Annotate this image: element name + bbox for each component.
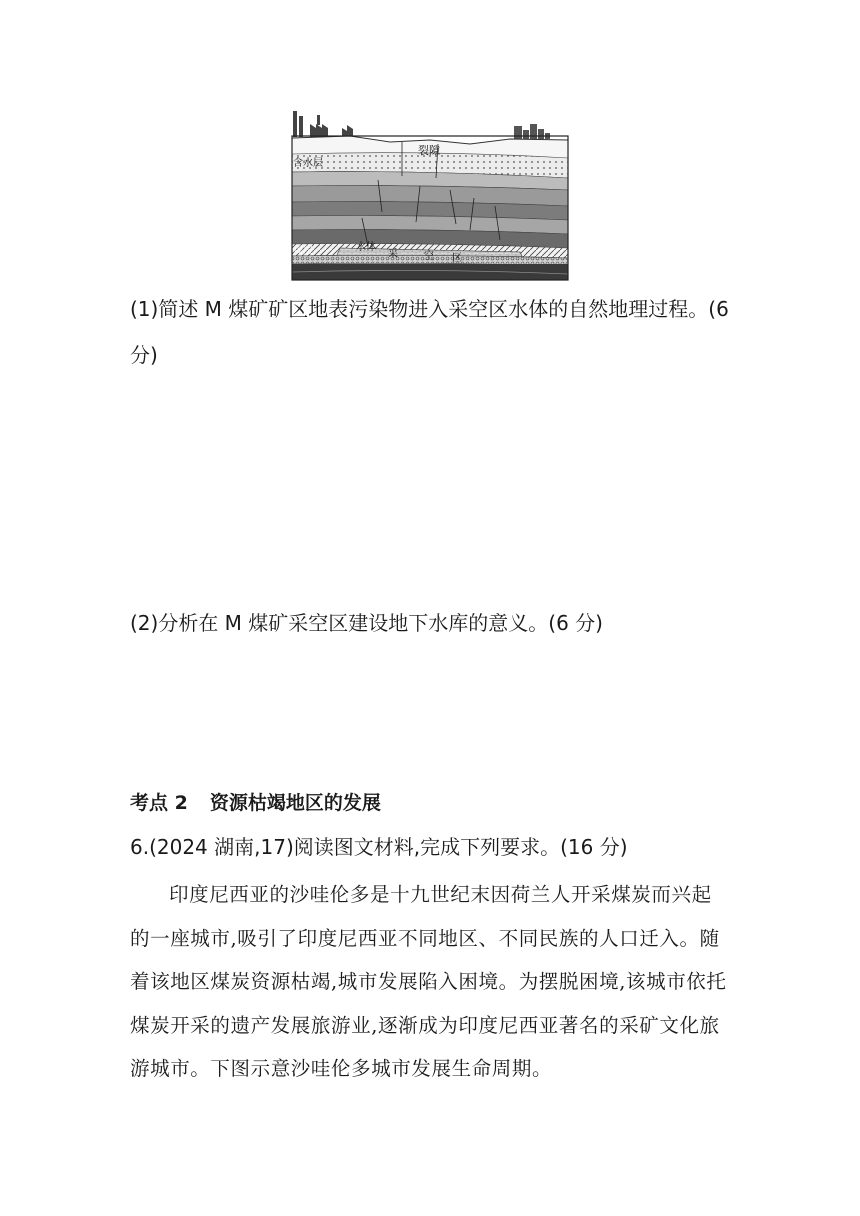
label-aquifer: 含水层 — [293, 158, 323, 169]
section-number: 考点 2 — [130, 792, 188, 814]
mine-cross-section-figure — [290, 106, 570, 282]
label-goaf-2: 空 — [424, 251, 434, 262]
label-goaf-1: 采 — [388, 249, 398, 260]
question-6-header: 6.(2024 湖南,17)阅读图文材料,完成下列要求。(16 分) — [130, 835, 628, 859]
question-6-material: 印度尼西亚的沙哇伦多是十九世纪末因荷兰人开采煤炭而兴起的一座城市,吸引了印度尼西亚不同地区、不同民族的人口迁入。随着该地区煤炭资源枯竭,城市发展陷入困境。为摆脱困境,该城市依托煤炭开采的遗产发展旅游业,逐渐成为印度尼西亚著名的采矿文化旅游城市。下图示意沙哇伦多城市发展生命周期。 — [130, 883, 727, 1080]
question-1: (1)简述 M 煤矿矿区地表污染物进入采空区水体的自然地理过程。(6 分) — [130, 297, 729, 367]
factory-icon — [293, 111, 353, 137]
label-crack: 裂隙 — [418, 144, 440, 157]
section-title: 资源枯竭地区的发展 — [209, 792, 381, 814]
question-2: (2)分析在 M 煤矿采空区建设地下水库的意义。(6 分) — [130, 611, 603, 635]
label-water: 水体 — [356, 242, 376, 253]
section-heading — [130, 786, 381, 820]
label-coal-seam: 煤层 — [293, 246, 313, 257]
city-buildings-icon — [514, 124, 550, 139]
label-goaf-3: 区 — [452, 253, 462, 264]
